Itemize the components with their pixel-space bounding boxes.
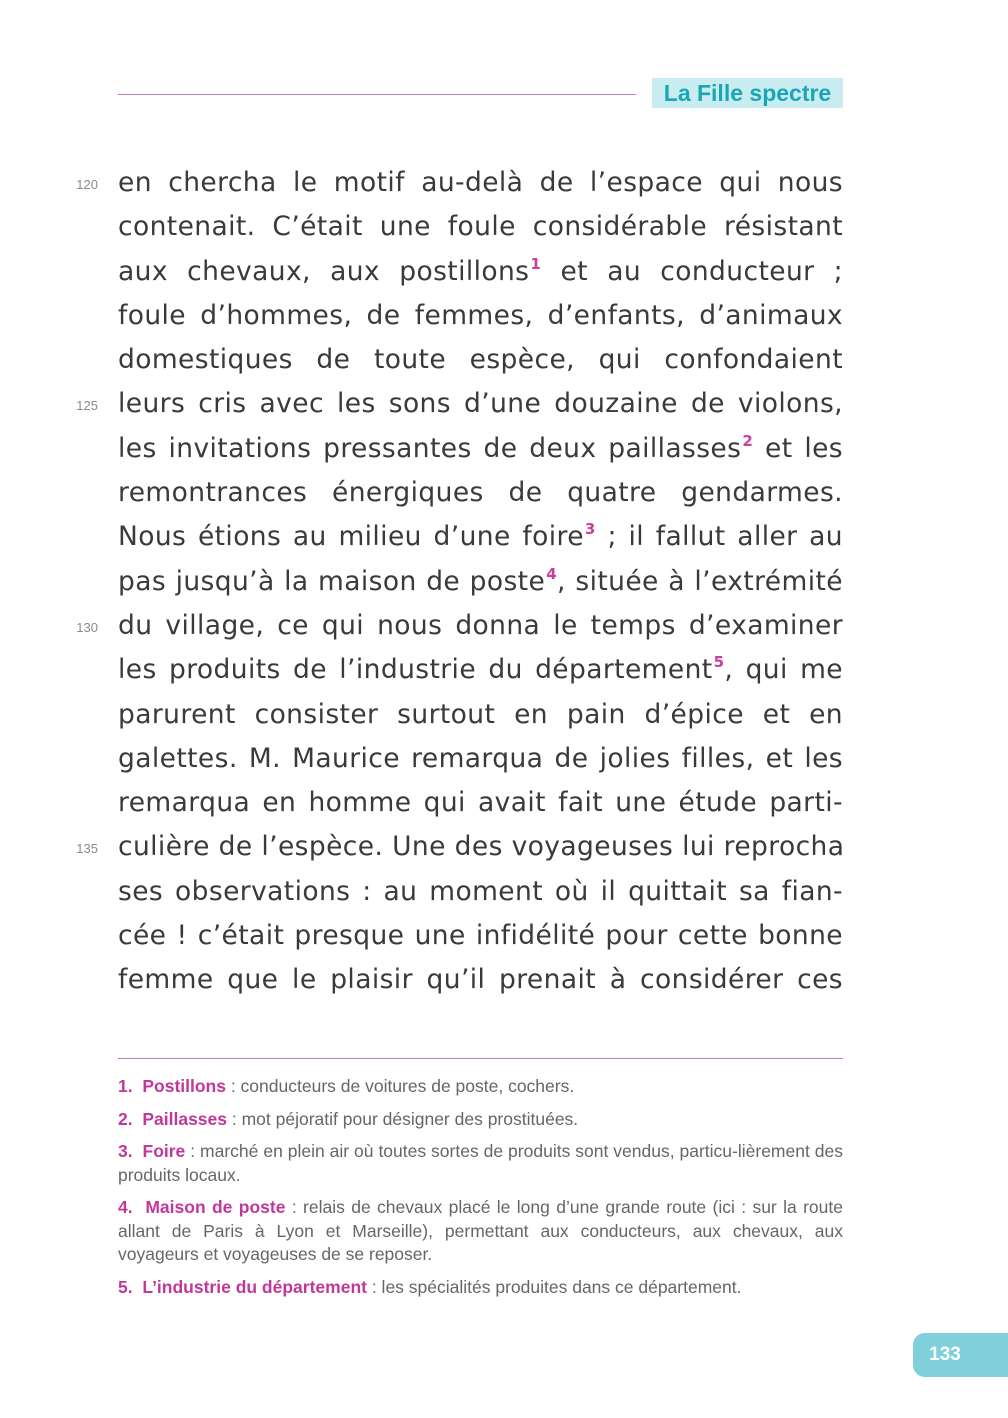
footnote-ref-5[interactable]: 5 — [713, 653, 725, 672]
text-line: les produits de l’industrie du département$^5$, qui me — [118, 653, 843, 686]
text-line: remarqua en homme qui avait fait une étude parti- — [118, 787, 843, 819]
text-line: domestiques de toute espèce, qui confondaient — [118, 344, 843, 376]
footnote-ref-4[interactable]: 4 — [546, 564, 558, 583]
text-line: leurs cris avec les sons d’une douzaine de violons, — [118, 388, 843, 420]
text-line: les invitations pressantes de deux paillasses$^2$ et les — [118, 431, 843, 464]
footnote-ref-1[interactable]: 1 — [530, 254, 542, 273]
body-text — [118, 161, 843, 1003]
footnote-ref-3[interactable]: 3 — [584, 520, 596, 539]
text-line: pas jusqu’à la maison de poste$^4$, située à l’extrémité — [118, 564, 843, 597]
line-number-120: 120 — [76, 177, 98, 192]
text-line: ses observations : au moment où il quittait sa fian- — [118, 875, 843, 907]
text-line: femme que le plaisir qu’il prenait à considérer ces — [118, 964, 843, 996]
text-line: Nous étions au milieu d’une foire$^3$ ; il fallut aller au — [118, 520, 843, 553]
text-line: cée ! c’était presque une infidélité pour cette bonne — [118, 920, 843, 952]
text-line: aux chevaux, aux postillons$^1$ et au conducteur ; — [118, 254, 843, 287]
text-line: contenait. C’était une foule considérable résistant — [118, 211, 843, 243]
text-line: parurent consister surtout en pain d’épice et en — [118, 698, 843, 730]
text-line: foule d’hommes, de femmes, d’enfants, d’animaux — [118, 299, 843, 331]
text-line: du village, ce qui nous donna le temps d’examiner — [118, 609, 843, 641]
page-number: 133 — [929, 1344, 961, 1365]
footnote-5: 5. L’industrie du département : les spécialités produites dans ce département. — [118, 1276, 742, 1297]
text-line: culière de l’espèce. Une des voyageuses lui reprocha — [118, 831, 845, 863]
text-line: galettes. M. Maurice remarqua de jolies filles, et les — [118, 742, 843, 774]
footnotes — [118, 1075, 843, 1308]
footnote-ref-2[interactable]: 2 — [742, 431, 754, 450]
text-line: en chercha le motif au-delà de l’espace qui nous — [118, 167, 843, 198]
line-number-125: 125 — [76, 398, 98, 413]
line-number-130: 130 — [76, 620, 98, 635]
footnote-2: 2. Paillasses : mot péjoratif pour désigner des prostituées. — [118, 1108, 579, 1129]
footnote-4: 4. Maison de poste : relais de chevaux placé le long d’une grande route (ici : sur la route allant de Paris à Lyon et Marseille), permettant aux conducteurs, aux chevaux, aux voyageurs et voyageuses de se reposer. — [118, 1197, 843, 1264]
line-number-135: 135 — [76, 841, 98, 856]
text-line: remontrances énergiques de quatre gendarmes. — [118, 477, 843, 509]
footnotes-rule — [118, 1058, 843, 1059]
footnote-3: 3. Foire : marché en plein air où toutes sortes de produits sont vendus, particu-lièrement des produits locaux. — [118, 1141, 843, 1185]
header-rule — [118, 94, 636, 95]
footnote-1: 1. Postillons : conducteurs de voitures de poste, cochers. — [118, 1076, 575, 1096]
running-title: La Fille spectre — [652, 78, 843, 108]
